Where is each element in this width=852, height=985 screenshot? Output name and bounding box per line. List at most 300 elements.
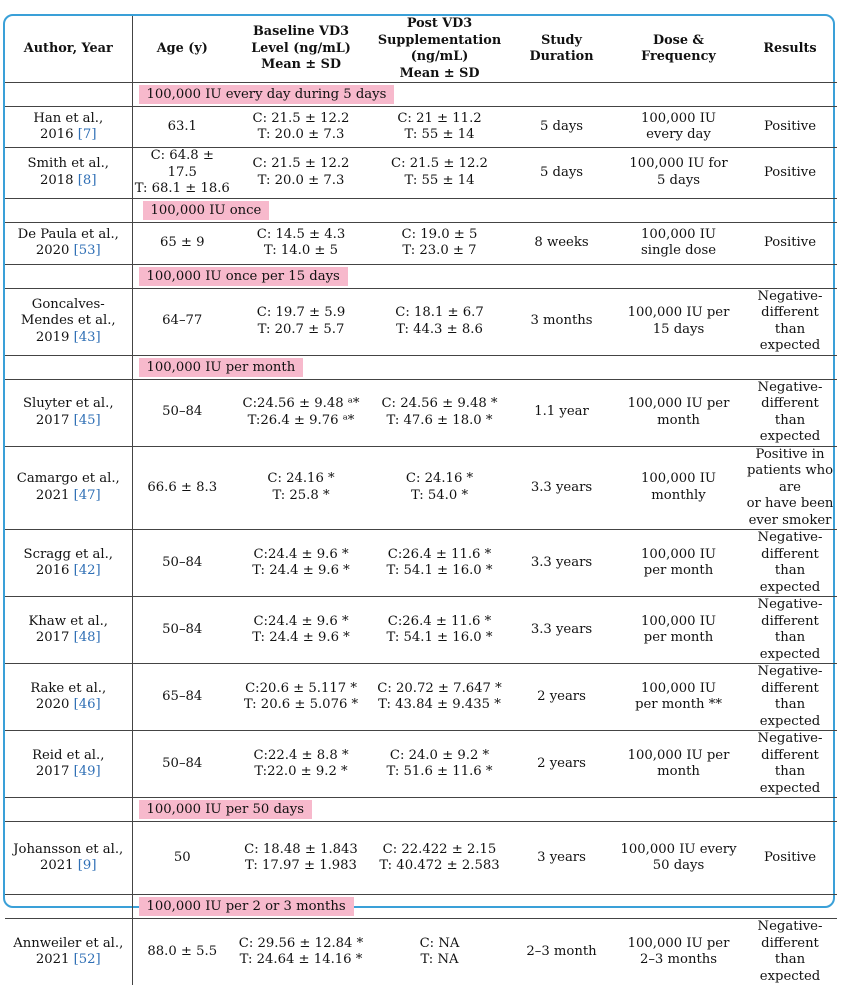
cell-line: 100,000 IU: [641, 227, 716, 242]
cell-line: T: NA: [420, 952, 458, 967]
section-cell: [132, 355, 837, 379]
cell-line: single dose: [641, 243, 716, 258]
cell-line: 3 years: [537, 850, 586, 865]
cell-line: month: [657, 413, 700, 428]
cell-line: C:24.4 ± 9.6 *: [253, 614, 348, 629]
post-cell: [370, 288, 509, 355]
cell-line: 65–84: [162, 689, 202, 704]
section-spacer: [5, 798, 132, 822]
cell-line: 100,000 IU: [641, 681, 716, 696]
cell-line: or have been: [747, 496, 834, 511]
cell-line: C: 22.422 ± 2.15: [383, 842, 497, 857]
header-line: Supplementation: [378, 33, 501, 48]
result-cell: [743, 530, 837, 597]
table-row: [5, 822, 837, 895]
cell-line: C: 19.0 ± 5: [402, 227, 478, 242]
age-cell: [132, 379, 232, 446]
duration-cell: [509, 288, 614, 355]
cell-line: 2 years: [537, 689, 586, 704]
cell-line: 100,000 IU per: [628, 748, 730, 763]
header-line: (ng/mL): [411, 49, 469, 64]
cell-line: 2020: [36, 243, 74, 258]
cell-line: T: 40.472 ± 2.583: [379, 858, 499, 873]
cell-line: different than: [761, 681, 819, 713]
cell-line: 100,000 IU: [641, 547, 716, 562]
cell-line: T: 24.4 ± 9.6 *: [252, 563, 350, 578]
cell-line: C:20.6 ± 5.117 *: [245, 681, 357, 696]
cell-line: different than: [761, 936, 819, 968]
cell-line: Positive: [764, 235, 816, 250]
cell-line: Johansson et al.,: [13, 842, 123, 857]
duration-cell: [509, 530, 614, 597]
cell-line: 100,000 IU every: [620, 842, 736, 857]
cell-line: different than: [761, 547, 819, 579]
author-cell: [5, 731, 132, 798]
age-cell: [132, 919, 232, 985]
header-results: [743, 16, 837, 83]
cell-line: T: 54.1 ± 16.0 *: [387, 630, 493, 645]
duration-cell: [509, 148, 614, 199]
cell-line: T: 14.0 ± 5: [264, 243, 338, 258]
cell-line: expected: [760, 969, 820, 984]
result-cell: [743, 148, 837, 199]
cell-line: 2017: [36, 764, 74, 779]
cell-line: Negative-: [758, 530, 823, 545]
cell-line: T: 51.6 ± 11.6 *: [387, 764, 493, 779]
cell-line: Sluyter et al.,: [23, 396, 114, 411]
cell-line: 2 years: [537, 756, 586, 771]
cell-line: 3.3 years: [531, 555, 592, 570]
cell-line: Negative-: [758, 380, 823, 395]
header-duration: [509, 16, 614, 83]
baseline-cell: [232, 919, 370, 985]
cell-line: 2017: [36, 630, 74, 645]
header-line: Duration: [529, 49, 593, 64]
post-cell: [370, 107, 509, 148]
dose-cell: [614, 379, 743, 446]
table-row: [5, 446, 837, 530]
vd3-studies-table: [5, 16, 837, 985]
cell-line: expected: [760, 781, 820, 796]
cell-line: C: NA: [420, 936, 460, 951]
baseline-cell: [232, 731, 370, 798]
cell-line: T: 17.97 ± 1.983: [245, 858, 357, 873]
cell-line: 2018: [40, 173, 78, 188]
cell-line: 2–3 months: [640, 952, 717, 967]
cell-line: Positive: [764, 119, 816, 134]
reference-link[interactable]: [43]: [74, 330, 101, 345]
reference-link[interactable]: [46]: [74, 697, 101, 712]
duration-cell: [509, 664, 614, 731]
cell-line: 50: [174, 850, 191, 865]
reference-link[interactable]: [53]: [74, 243, 101, 258]
dose-cell: [614, 288, 743, 355]
cell-line: Negative-: [758, 597, 823, 612]
cell-line: 66.6 ± 8.3: [147, 480, 217, 495]
cell-line: Khaw et al.,: [29, 614, 108, 629]
age-cell: [132, 597, 232, 664]
result-cell: [743, 107, 837, 148]
cell-line: T: 20.0 ± 7.3: [258, 173, 345, 188]
cell-line: Negative-: [758, 731, 823, 746]
section-label: 100,000 IU per 50 days: [139, 800, 312, 819]
dose-cell: [614, 148, 743, 199]
reference-link[interactable]: [47]: [74, 488, 101, 503]
header-dose: [614, 16, 743, 83]
result-cell: [743, 731, 837, 798]
header-line: Author, Year: [24, 41, 113, 56]
cell-line: C:22.4 ± 8.8 *: [253, 748, 348, 763]
cell-line: 15 days: [653, 322, 705, 337]
cell-line: 2–3 month: [526, 944, 596, 959]
baseline-cell: [232, 822, 370, 895]
post-cell: [370, 919, 509, 985]
post-cell: [370, 731, 509, 798]
cell-line: 1.1 year: [534, 404, 589, 419]
section-label: 100,000 IU once per 15 days: [139, 267, 348, 286]
table-row: [5, 731, 837, 798]
author-cell: [5, 919, 132, 985]
dose-cell: [614, 530, 743, 597]
age-cell: [132, 107, 232, 148]
cell-line: expected: [760, 647, 820, 662]
cell-line: 5 days: [540, 119, 583, 134]
result-cell: [743, 597, 837, 664]
cell-line: C: 24.16 *: [406, 471, 473, 486]
result-cell: [743, 822, 837, 895]
table-row: [5, 530, 837, 597]
duration-cell: [509, 446, 614, 530]
cell-line: 65 ± 9: [160, 235, 205, 250]
cell-line: Negative-: [758, 919, 823, 934]
table-row: [5, 919, 837, 985]
cell-line: ever smoker: [749, 513, 832, 528]
cell-line: Smith et al.,: [27, 156, 109, 171]
cell-line: 2021: [40, 858, 78, 873]
section-label: 100,000 IU per month: [139, 358, 304, 377]
duration-cell: [509, 107, 614, 148]
header-line: Dose &: [653, 33, 704, 48]
section-cell: [132, 798, 837, 822]
section-cell: [132, 83, 837, 107]
baseline-cell: [232, 379, 370, 446]
duration-cell: [509, 379, 614, 446]
result-cell: [743, 446, 837, 530]
cell-line: per month **: [635, 697, 722, 712]
section-row: [5, 83, 837, 107]
post-cell: [370, 148, 509, 199]
cell-line: 50–84: [162, 622, 202, 637]
age-cell: [132, 148, 232, 199]
cell-line: T: 54.0 *: [411, 488, 468, 503]
cell-line: T: 68.1 ± 18.6: [135, 181, 230, 196]
post-cell: [370, 446, 509, 530]
header-post: [370, 16, 509, 83]
author-cell: [5, 222, 132, 264]
duration-cell: [509, 919, 614, 985]
cell-line: Positive: [764, 165, 816, 180]
cell-line: C: 21 ± 11.2: [397, 111, 481, 126]
cell-line: 50–84: [162, 555, 202, 570]
age-cell: [132, 222, 232, 264]
cell-line: 2020: [36, 697, 74, 712]
cell-line: T: 24.64 ± 14.16 *: [240, 952, 363, 967]
cell-line: T: 24.4 ± 9.6 *: [252, 630, 350, 645]
author-cell: [5, 664, 132, 731]
cell-line: T: 55 ± 14: [405, 173, 475, 188]
author-cell: [5, 288, 132, 355]
result-cell: [743, 288, 837, 355]
cell-line: T: 43.84 ± 9.435 *: [378, 697, 501, 712]
cell-line: 3.3 years: [531, 622, 592, 637]
header-age: [132, 16, 232, 83]
cell-line: 2016: [36, 563, 74, 578]
header-line: Level (ng/mL): [251, 41, 351, 56]
cell-line: C:26.4 ± 11.6 *: [388, 547, 491, 562]
section-spacer: [5, 264, 132, 288]
cell-line: per month: [644, 630, 713, 645]
duration-cell: [509, 822, 614, 895]
table-row: [5, 288, 837, 355]
section-cell: [132, 264, 837, 288]
cell-line: 100,000 IU: [641, 471, 716, 486]
cell-line: 100,000 IU per: [628, 305, 730, 320]
cell-line: C:26.4 ± 11.6 *: [388, 614, 491, 629]
cell-line: month: [657, 764, 700, 779]
result-cell: [743, 919, 837, 985]
result-cell: [743, 379, 837, 446]
cell-line: patients who are: [747, 463, 833, 495]
cell-line: different than: [761, 614, 819, 646]
baseline-cell: [232, 530, 370, 597]
cell-line: expected: [760, 429, 820, 444]
cell-line: 50–84: [162, 404, 202, 419]
header-line: Age (y): [157, 41, 208, 56]
header-baseline: [232, 16, 370, 83]
cell-line: 63.1: [168, 119, 197, 134]
author-cell: [5, 530, 132, 597]
result-cell: [743, 664, 837, 731]
post-cell: [370, 379, 509, 446]
cell-line: C: 64.8 ± 17.5: [151, 148, 214, 180]
dose-cell: [614, 222, 743, 264]
author-cell: [5, 107, 132, 148]
cell-line: expected: [760, 714, 820, 729]
dose-cell: [614, 731, 743, 798]
age-cell: [132, 731, 232, 798]
cell-line: Negative-: [758, 664, 823, 679]
cell-line: Annweiler et al.,: [13, 936, 123, 951]
section-cell: [132, 895, 837, 919]
cell-line: T: 20.6 ± 5.076 *: [244, 697, 358, 712]
header-line: Results: [763, 41, 816, 56]
post-cell: [370, 530, 509, 597]
table-row: [5, 597, 837, 664]
cell-line: expected: [760, 338, 820, 353]
reference-link[interactable]: [45]: [74, 413, 101, 428]
cell-line: T: 20.7 ± 5.7: [258, 322, 345, 337]
reference-link[interactable]: [7]: [78, 127, 97, 142]
cell-line: De Paula et al.,: [18, 227, 119, 242]
cell-line: T: 55 ± 14: [405, 127, 475, 142]
duration-cell: [509, 222, 614, 264]
cell-line: T: 25.8 *: [272, 488, 329, 503]
cell-line: 50–84: [162, 756, 202, 771]
header-line: Post VD3: [407, 16, 472, 31]
cell-line: different than: [761, 305, 819, 337]
cell-line: 100,000 IU: [641, 111, 716, 126]
dose-cell: [614, 664, 743, 731]
cell-line: 2021: [36, 488, 74, 503]
cell-line: 100,000 IU for: [629, 156, 727, 171]
cell-line: 5 days: [657, 173, 700, 188]
header-line: Mean ± SD: [261, 57, 341, 72]
author-cell: [5, 379, 132, 446]
cell-line: C: 24.0 ± 9.2 *: [390, 748, 489, 763]
post-cell: [370, 664, 509, 731]
cell-line: 88.0 ± 5.5: [147, 944, 217, 959]
author-cell: [5, 597, 132, 664]
cell-line: 2016: [40, 127, 78, 142]
cell-line: C: 29.56 ± 12.84 *: [239, 936, 363, 951]
reference-link[interactable]: [49]: [74, 764, 101, 779]
section-row: [5, 798, 837, 822]
cell-line: T:22.0 ± 9.2 *: [254, 764, 347, 779]
cell-line: Positive: [764, 850, 816, 865]
cell-line: 8 weeks: [534, 235, 588, 250]
cell-line: C: 18.48 ± 1.843: [244, 842, 358, 857]
cell-line: C:24.4 ± 9.6 *: [253, 547, 348, 562]
section-label: 100,000 IU every day during 5 days: [139, 85, 395, 104]
table-frame: [3, 14, 835, 908]
table-row: [5, 664, 837, 731]
age-cell: [132, 822, 232, 895]
table-row: [5, 379, 837, 446]
header-line: Frequency: [641, 49, 716, 64]
section-row: [5, 264, 837, 288]
section-label: 100,000 IU once: [143, 201, 270, 220]
baseline-cell: [232, 148, 370, 199]
dose-cell: [614, 597, 743, 664]
baseline-cell: [232, 288, 370, 355]
cell-line: 3.3 years: [531, 480, 592, 495]
cell-line: 5 days: [540, 165, 583, 180]
reference-link[interactable]: [48]: [74, 630, 101, 645]
table-row: [5, 148, 837, 199]
cell-line: T: 23.0 ± 7: [402, 243, 476, 258]
dose-cell: [614, 107, 743, 148]
header-line: Study: [541, 33, 582, 48]
reference-link[interactable]: [42]: [74, 563, 101, 578]
cell-line: different than: [761, 396, 819, 428]
section-row: [5, 355, 837, 379]
cell-line: 100,000 IU: [641, 614, 716, 629]
header-author-year: [5, 16, 132, 83]
reference-link[interactable]: [9]: [78, 858, 97, 873]
cell-line: 2017: [36, 413, 74, 428]
section-cell: [132, 198, 837, 222]
baseline-cell: [232, 107, 370, 148]
header-row: [5, 16, 837, 83]
table-row: [5, 222, 837, 264]
cell-line: C: 24.16 *: [267, 471, 334, 486]
cell-line: C: 14.5 ± 4.3: [257, 227, 346, 242]
table-body: [5, 83, 837, 985]
author-cell: [5, 822, 132, 895]
post-cell: [370, 822, 509, 895]
cell-line: C: 20.72 ± 7.647 *: [377, 681, 501, 696]
cell-line: Scragg et al.,: [24, 547, 113, 562]
baseline-cell: [232, 597, 370, 664]
cell-line: Positive in: [756, 447, 825, 462]
cell-line: T: 20.0 ± 7.3: [258, 127, 345, 142]
cell-line: C: 18.1 ± 6.7: [395, 305, 484, 320]
cell-line: different than: [761, 748, 819, 780]
cell-line: Rake et al.,: [30, 681, 106, 696]
cell-line: C: 21.5 ± 12.2: [253, 111, 350, 126]
table-row: [5, 107, 837, 148]
cell-line: monthly: [651, 488, 705, 503]
cell-line: expected: [760, 580, 820, 595]
baseline-cell: [232, 664, 370, 731]
reference-link[interactable]: [8]: [78, 173, 97, 188]
header-line: Baseline VD3: [253, 24, 349, 39]
section-label: 100,000 IU per 2 or 3 months: [139, 897, 354, 916]
author-cell: [5, 446, 132, 530]
cell-line: C: 21.5 ± 12.2: [391, 156, 488, 171]
baseline-cell: [232, 222, 370, 264]
cell-line: 100,000 IU per: [628, 396, 730, 411]
author-cell: [5, 148, 132, 199]
result-cell: [743, 222, 837, 264]
age-cell: [132, 446, 232, 530]
cell-line: Camargo et al.,: [17, 471, 120, 486]
cell-line: 3 months: [530, 313, 592, 328]
age-cell: [132, 530, 232, 597]
baseline-cell: [232, 446, 370, 530]
cell-line: C:24.56 ± 9.48 ᵃ*: [243, 396, 360, 411]
duration-cell: [509, 597, 614, 664]
cell-line: 100,000 IU per: [628, 936, 730, 951]
section-spacer: [5, 895, 132, 919]
dose-cell: [614, 919, 743, 985]
cell-line: Negative-: [758, 289, 823, 304]
cell-line: per month: [644, 563, 713, 578]
cell-line: T: 47.6 ± 18.0 *: [387, 413, 493, 428]
cell-line: 2019: [36, 330, 74, 345]
section-spacer: [5, 83, 132, 107]
cell-line: Han et al.,: [33, 111, 103, 126]
cell-line: 2021: [36, 952, 74, 967]
age-cell: [132, 288, 232, 355]
cell-line: Goncalves-: [32, 297, 105, 312]
age-cell: [132, 664, 232, 731]
dose-cell: [614, 822, 743, 895]
section-row: [5, 895, 837, 919]
post-cell: [370, 597, 509, 664]
section-spacer: [5, 355, 132, 379]
cell-line: 50 days: [653, 858, 705, 873]
cell-line: T: 44.3 ± 8.6: [396, 322, 483, 337]
cell-line: T: 54.1 ± 16.0 *: [387, 563, 493, 578]
cell-line: Reid et al.,: [32, 748, 104, 763]
cell-line: T:26.4 ± 9.76 ᵃ*: [248, 413, 355, 428]
section-spacer: [5, 198, 132, 222]
post-cell: [370, 222, 509, 264]
reference-link[interactable]: [52]: [74, 952, 101, 967]
duration-cell: [509, 731, 614, 798]
dose-cell: [614, 446, 743, 530]
